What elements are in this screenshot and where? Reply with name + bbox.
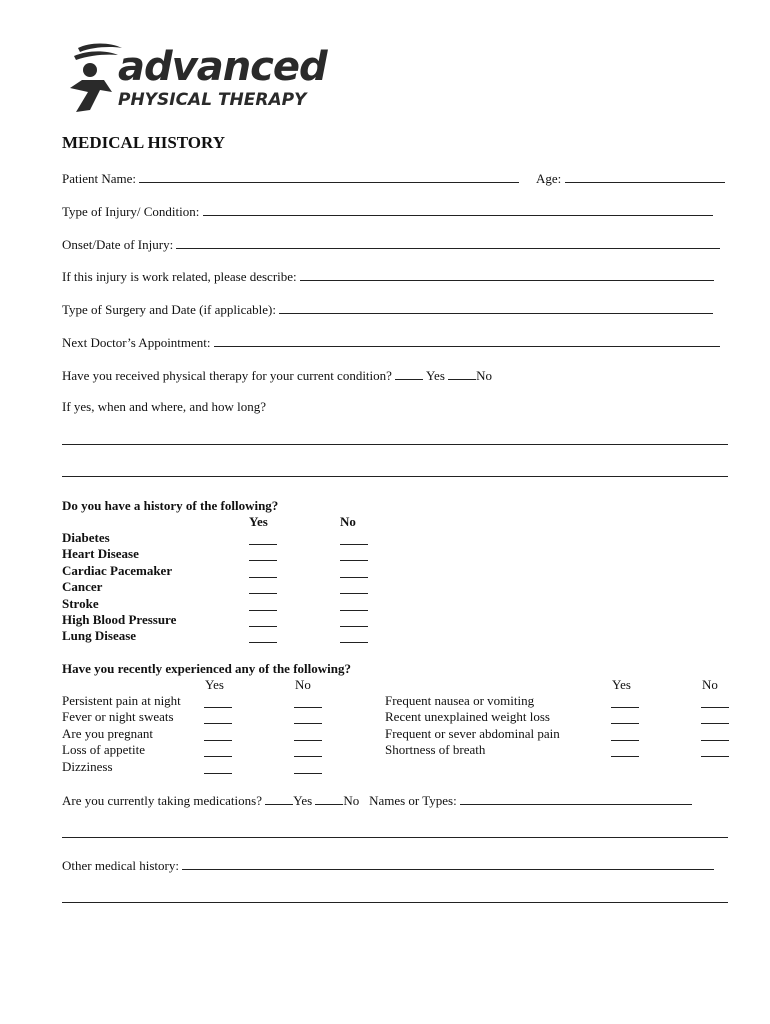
recent-no-blank[interactable]: [701, 728, 729, 741]
recent-yes-blank[interactable]: [204, 761, 232, 774]
pt-question-row: [62, 367, 492, 384]
recent-heading: Have you recently experienced any of the following?: [62, 661, 351, 676]
recent-left-col-yes: Yes: [205, 677, 224, 692]
history-item: Cardiac Pacemaker: [62, 563, 173, 578]
recent-item: Fever or night sweats: [62, 709, 174, 724]
history-no-blank[interactable]: [340, 548, 368, 561]
next-appt-label: Next Doctor’s Appointment:: [62, 335, 211, 350]
next-appt-field[interactable]: [214, 334, 720, 347]
history-yes-blank[interactable]: [249, 548, 277, 561]
history-yes-blank[interactable]: [249, 532, 277, 545]
other-history-row: [62, 857, 714, 874]
history-yes-blank[interactable]: [249, 630, 277, 643]
other-history-label: Other medical history:: [62, 858, 179, 873]
injury-type-field[interactable]: [203, 203, 713, 216]
page-title: MEDICAL HISTORY: [62, 133, 225, 152]
medications-no-label: No: [343, 793, 360, 808]
medications-yes-blank[interactable]: [265, 792, 293, 805]
history-item: High Blood Pressure: [62, 612, 177, 627]
recent-right-list: [385, 693, 735, 763]
work-related-field[interactable]: [300, 268, 714, 281]
medications-line[interactable]: [62, 837, 728, 838]
recent-item: Are you pregnant: [62, 726, 153, 741]
recent-item: Dizziness: [62, 759, 113, 774]
history-item: Lung Disease: [62, 628, 137, 643]
recent-no-blank[interactable]: [294, 728, 322, 741]
recent-no-blank[interactable]: [294, 761, 322, 774]
patient-name-row: [62, 170, 519, 187]
if-yes-line-2[interactable]: [62, 476, 728, 477]
recent-item: Persistent pain at night: [62, 693, 181, 708]
history-no-blank[interactable]: [340, 532, 368, 545]
recent-right-col-no: No: [702, 677, 718, 692]
logo: [60, 40, 330, 120]
pt-no-blank[interactable]: [448, 367, 476, 380]
recent-item: Loss of appetite: [62, 742, 146, 757]
medications-row: [62, 792, 692, 809]
if-yes-line-1[interactable]: [62, 444, 728, 445]
recent-no-blank[interactable]: [294, 744, 322, 757]
history-yes-blank[interactable]: [249, 614, 277, 627]
surgery-row: [62, 301, 713, 318]
medications-names-label: Names or Types:: [369, 793, 457, 808]
age-field[interactable]: [565, 170, 725, 183]
history-col-yes: Yes: [249, 514, 268, 529]
injury-type-label: Type of Injury/ Condition:: [62, 204, 200, 219]
recent-no-blank[interactable]: [701, 711, 729, 724]
other-history-field[interactable]: [182, 857, 714, 870]
history-yes-blank[interactable]: [249, 598, 277, 611]
history-no-blank[interactable]: [340, 565, 368, 578]
history-no-blank[interactable]: [340, 630, 368, 643]
logo-text-advanced: advanced: [118, 44, 327, 90]
onset-field[interactable]: [176, 236, 720, 249]
history-item: Diabetes: [62, 530, 110, 545]
recent-no-blank[interactable]: [701, 695, 729, 708]
patient-name-field[interactable]: [139, 170, 519, 183]
logo-text-physical-therapy: PHYSICAL THERAPY: [118, 90, 307, 110]
recent-item: Shortness of breath: [385, 742, 486, 757]
next-appt-row: [62, 334, 720, 351]
recent-no-blank[interactable]: [294, 695, 322, 708]
recent-item: Frequent nausea or vomiting: [385, 693, 535, 708]
history-heading: Do you have a history of the following?: [62, 498, 279, 513]
age-label: Age:: [536, 171, 562, 186]
recent-yes-blank[interactable]: [611, 711, 639, 724]
pt-yes-blank[interactable]: [395, 367, 423, 380]
surgery-field[interactable]: [279, 301, 713, 314]
recent-item: Recent unexplained weight loss: [385, 709, 550, 724]
history-yes-blank[interactable]: [249, 565, 277, 578]
history-no-blank[interactable]: [340, 598, 368, 611]
history-col-no: No: [340, 514, 356, 529]
patient-name-label: Patient Name:: [62, 171, 137, 186]
recent-yes-blank[interactable]: [204, 728, 232, 741]
recent-yes-blank[interactable]: [611, 695, 639, 708]
history-yes-blank[interactable]: [249, 581, 277, 594]
medications-names-field[interactable]: [460, 792, 692, 805]
onset-row: [62, 236, 720, 253]
history-item: Stroke: [62, 596, 99, 611]
work-related-row: [62, 268, 714, 285]
onset-label: Onset/Date of Injury:: [62, 237, 174, 252]
recent-yes-blank[interactable]: [611, 744, 639, 757]
recent-no-blank[interactable]: [701, 744, 729, 757]
pt-no-label: No: [476, 368, 493, 383]
medications-yes-label: Yes: [293, 793, 313, 808]
recent-item: Frequent or sever abdominal pain: [385, 726, 560, 741]
pt-question-label: Have you received physical therapy for your current condition?: [62, 368, 392, 383]
pt-yes-label: Yes: [425, 368, 445, 383]
history-item: Cancer: [62, 579, 103, 594]
history-item: Heart Disease: [62, 546, 139, 561]
medications-question: Are you currently taking medications?: [62, 793, 262, 808]
recent-left-list: [62, 693, 362, 783]
recent-no-blank[interactable]: [294, 711, 322, 724]
history-no-blank[interactable]: [340, 581, 368, 594]
history-no-blank[interactable]: [340, 614, 368, 627]
surgery-label: Type of Surgery and Date (if applicable):: [62, 302, 276, 317]
recent-yes-blank[interactable]: [204, 695, 232, 708]
recent-yes-blank[interactable]: [204, 744, 232, 757]
if-yes-label: If yes, when and where, and how long?: [62, 399, 266, 414]
recent-left-col-no: No: [295, 677, 311, 692]
work-related-label: If this injury is work related, please describe:: [62, 269, 297, 284]
recent-yes-blank[interactable]: [611, 728, 639, 741]
age-row: [536, 170, 725, 187]
other-history-line[interactable]: [62, 902, 728, 903]
recent-right-col-yes: Yes: [612, 677, 631, 692]
medications-no-blank[interactable]: [315, 792, 343, 805]
injury-type-row: [62, 203, 713, 220]
recent-yes-blank[interactable]: [204, 711, 232, 724]
